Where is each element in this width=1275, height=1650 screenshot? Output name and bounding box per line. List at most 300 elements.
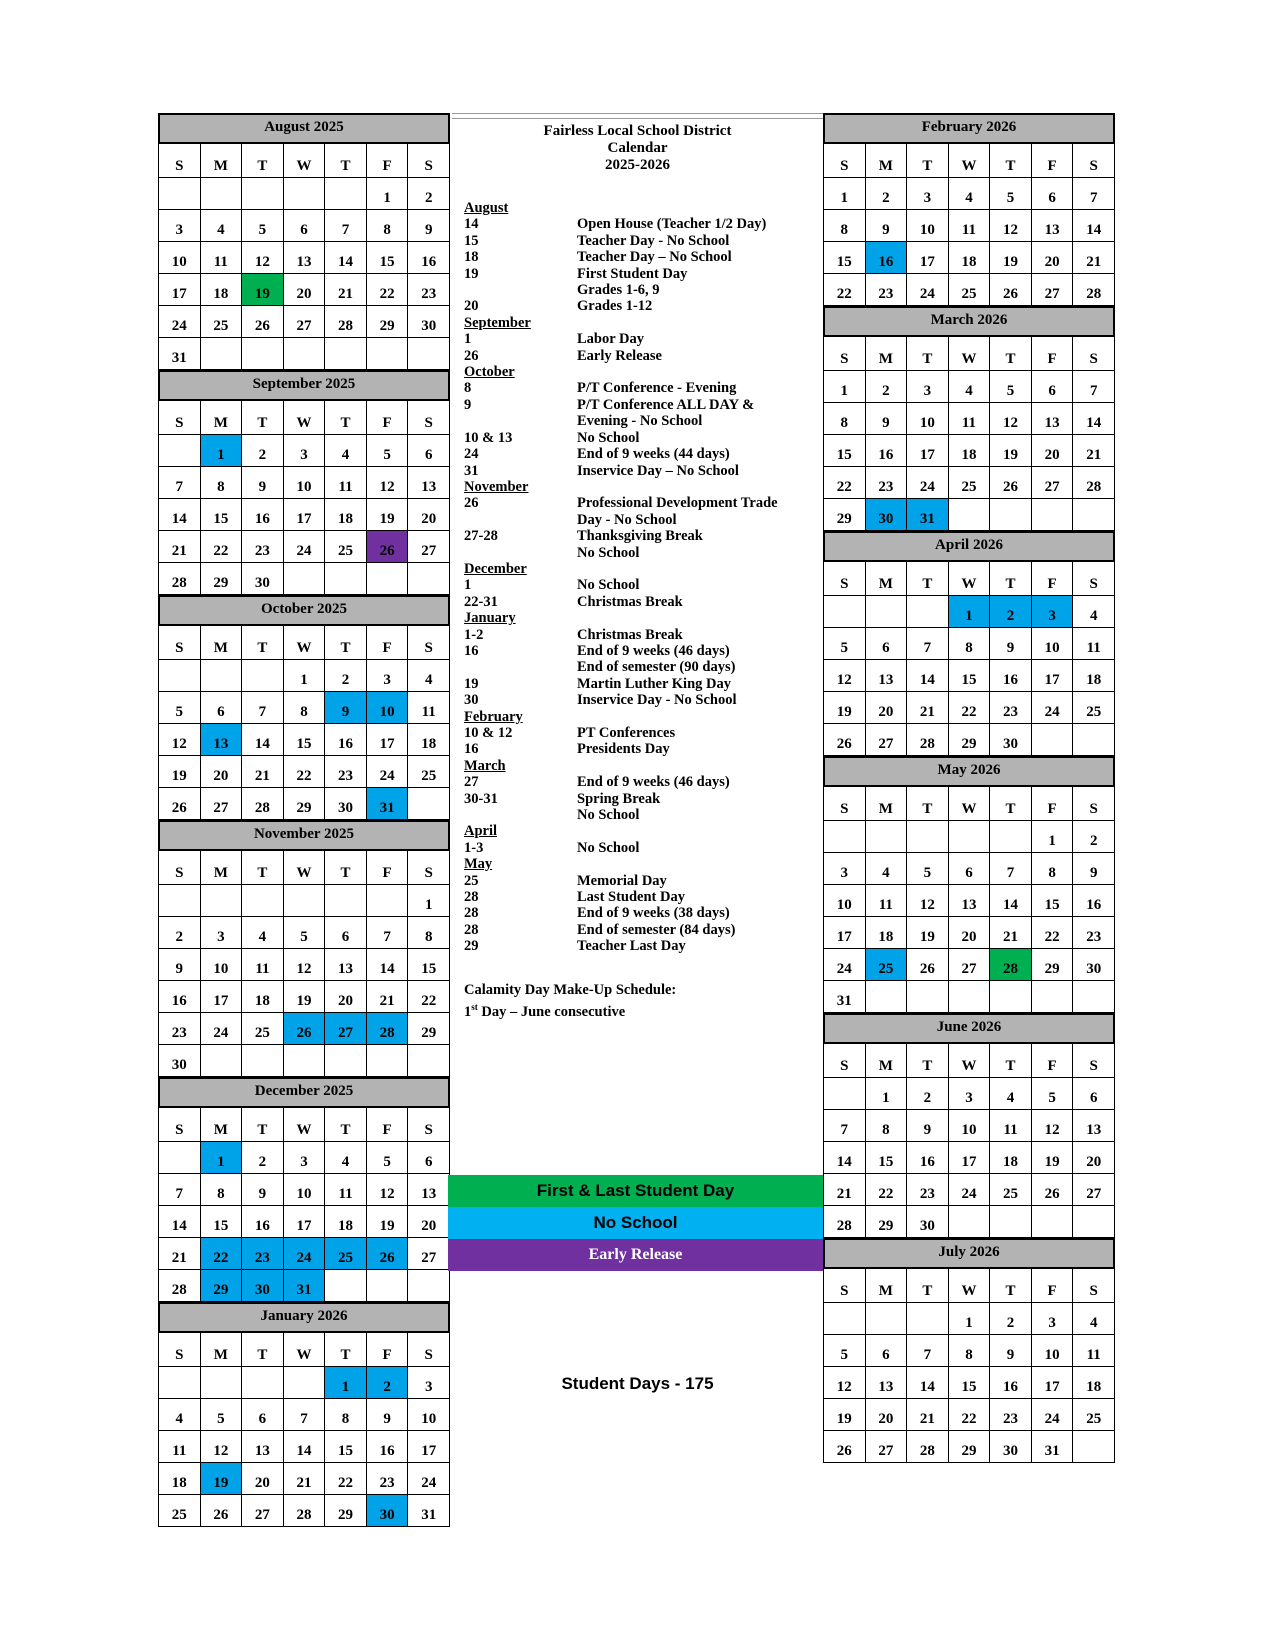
weekday-header: T — [907, 144, 949, 178]
day-cell: 4 — [242, 917, 284, 949]
day-cell: 10 — [283, 1174, 325, 1206]
day-cell: 30 — [1073, 949, 1115, 981]
event-date: 27 — [464, 774, 479, 791]
day-cell: 12 — [907, 885, 949, 917]
day-cell: 13 — [1031, 210, 1073, 242]
day-cell: 7 — [159, 467, 201, 499]
day-cell: 2 — [242, 435, 284, 467]
day-cell: 11 — [325, 1174, 367, 1206]
day-cell: 18 — [242, 981, 284, 1013]
day-cell: 29 — [366, 306, 408, 338]
week-row — [824, 467, 1115, 499]
district-title — [452, 123, 823, 174]
day-cell: 7 — [366, 917, 408, 949]
day-cell: 19 — [990, 435, 1032, 467]
day-cell: 26 — [242, 306, 284, 338]
day-cell: 17 — [1031, 660, 1073, 692]
weekday-header: F — [366, 1108, 408, 1142]
week-row — [159, 1463, 450, 1495]
day-cell — [242, 178, 284, 210]
day-cell: 11 — [865, 885, 907, 917]
day-cell: 21 — [824, 1174, 866, 1206]
day-cell: 25 — [1073, 1399, 1115, 1431]
event-row — [464, 413, 824, 429]
day-cell: 18 — [865, 917, 907, 949]
student-days: Student Days - 175 — [561, 1374, 714, 1393]
day-cell — [1031, 981, 1073, 1013]
day-cell — [1073, 499, 1115, 531]
day-cell: 5 — [907, 853, 949, 885]
month-grid — [158, 1332, 450, 1527]
day-cell — [824, 1303, 866, 1335]
day-cell: 6 — [1073, 1078, 1115, 1110]
day-cell: 31 — [366, 788, 408, 820]
event-text: End of 9 weeks (46 days) — [577, 774, 730, 791]
week-row — [824, 981, 1115, 1013]
event-row — [464, 512, 824, 528]
day-cell — [283, 178, 325, 210]
week-row — [159, 692, 450, 724]
event-date: 26 — [464, 347, 479, 364]
weekday-header: S — [824, 144, 866, 178]
day-cell: 21 — [325, 274, 367, 306]
month-title: May 2026 — [823, 756, 1115, 786]
weekday-header: S — [159, 1108, 201, 1142]
event-section-heading — [464, 200, 824, 216]
day-cell: 9 — [366, 1399, 408, 1431]
day-cell: 16 — [990, 660, 1032, 692]
day-cell: 12 — [366, 1174, 408, 1206]
event-text: End of 9 weeks (46 days) — [577, 642, 730, 659]
day-cell: 11 — [242, 949, 284, 981]
day-cell: 27 — [865, 1431, 907, 1463]
day-cell — [865, 821, 907, 853]
day-cell — [865, 596, 907, 628]
weekday-header: T — [242, 851, 284, 885]
title-line-calendar: Calendar — [607, 140, 668, 156]
day-cell: 21 — [159, 1238, 201, 1270]
day-cell: 23 — [1073, 917, 1115, 949]
day-cell: 13 — [408, 1174, 450, 1206]
day-cell: 22 — [1031, 917, 1073, 949]
day-cell: 19 — [366, 1206, 408, 1238]
day-cell — [865, 1303, 907, 1335]
week-row — [159, 756, 450, 788]
event-text: Thanksgiving Break — [577, 528, 703, 545]
day-cell: 28 — [325, 306, 367, 338]
top-divider — [452, 113, 823, 119]
day-cell: 6 — [948, 853, 990, 885]
day-cell — [990, 499, 1032, 531]
day-cell: 10 — [1031, 628, 1073, 660]
day-cell: 8 — [824, 403, 866, 435]
day-cell: 25 — [948, 274, 990, 306]
weekday-header: S — [1073, 787, 1115, 821]
week-row — [824, 821, 1115, 853]
day-cell: 28 — [242, 788, 284, 820]
day-cell: 1 — [948, 1303, 990, 1335]
day-cell: 3 — [907, 371, 949, 403]
week-row — [824, 596, 1115, 628]
week-row — [159, 563, 450, 595]
event-text: Memorial Day — [577, 872, 667, 889]
day-cell: 26 — [824, 724, 866, 756]
day-cell: 8 — [948, 1335, 990, 1367]
weekday-header: M — [200, 144, 242, 178]
weekday-header: M — [200, 626, 242, 660]
day-cell: 2 — [1073, 821, 1115, 853]
day-cell: 15 — [865, 1142, 907, 1174]
day-cell — [1031, 499, 1073, 531]
day-cell: 13 — [948, 885, 990, 917]
day-cell — [948, 1206, 990, 1238]
day-cell: 3 — [907, 178, 949, 210]
weekday-header: S — [159, 1333, 201, 1367]
day-cell: 9 — [865, 403, 907, 435]
day-cell — [990, 821, 1032, 853]
weekday-header: S — [824, 1269, 866, 1303]
day-cell: 23 — [865, 467, 907, 499]
event-text: Christmas Break — [577, 626, 683, 643]
day-cell: 9 — [907, 1110, 949, 1142]
day-cell: 3 — [366, 660, 408, 692]
day-cell: 14 — [824, 1142, 866, 1174]
day-cell: 12 — [1031, 1110, 1073, 1142]
day-cell — [200, 1045, 242, 1077]
day-cell: 27 — [1073, 1174, 1115, 1206]
event-section-heading — [464, 479, 824, 495]
weekday-header: F — [366, 851, 408, 885]
day-cell: 19 — [159, 756, 201, 788]
day-cell: 8 — [824, 210, 866, 242]
weekday-header: T — [242, 626, 284, 660]
day-cell: 16 — [159, 981, 201, 1013]
day-cell — [990, 981, 1032, 1013]
day-cell: 21 — [283, 1463, 325, 1495]
event-text: Last Student Day — [577, 889, 685, 906]
weekday-header: W — [948, 1044, 990, 1078]
day-cell — [948, 821, 990, 853]
event-text: Inservice Day - No School — [577, 692, 737, 709]
weekday-header: W — [948, 1269, 990, 1303]
day-cell: 11 — [200, 242, 242, 274]
day-cell: 22 — [200, 531, 242, 563]
weekday-header: T — [990, 144, 1032, 178]
day-cell: 24 — [283, 531, 325, 563]
day-cell — [907, 981, 949, 1013]
week-row — [824, 853, 1115, 885]
day-cell: 14 — [159, 499, 201, 531]
day-cell: 6 — [283, 210, 325, 242]
day-cell: 28 — [907, 724, 949, 756]
month-grid — [823, 336, 1115, 531]
day-cell: 19 — [907, 917, 949, 949]
event-text: Grades 1-6, 9 — [577, 282, 660, 299]
week-row — [159, 1270, 450, 1302]
event-date: 16 — [464, 642, 479, 659]
day-cell: 6 — [200, 692, 242, 724]
day-cell: 19 — [200, 1463, 242, 1495]
weekday-header: T — [907, 787, 949, 821]
day-cell: 9 — [1073, 853, 1115, 885]
month-grid — [823, 561, 1115, 756]
day-cell: 24 — [159, 306, 201, 338]
weekday-header: F — [366, 144, 408, 178]
day-cell: 19 — [1031, 1142, 1073, 1174]
weekday-header: T — [242, 1333, 284, 1367]
day-cell: 31 — [907, 499, 949, 531]
day-cell — [824, 596, 866, 628]
day-cell: 30 — [990, 724, 1032, 756]
weekday-header: S — [824, 337, 866, 371]
day-cell — [824, 1078, 866, 1110]
day-cell — [408, 338, 450, 370]
day-cell: 1 — [1031, 821, 1073, 853]
weekday-header: M — [200, 401, 242, 435]
week-row — [159, 242, 450, 274]
day-cell: 12 — [200, 1431, 242, 1463]
week-row — [159, 1431, 450, 1463]
event-text: Early Release — [577, 347, 662, 364]
week-row — [824, 949, 1115, 981]
event-text: End of semester (90 days) — [577, 659, 736, 676]
day-cell — [1073, 1206, 1115, 1238]
event-row — [464, 676, 824, 692]
event-text: End of semester (84 days) — [577, 921, 736, 938]
day-cell: 23 — [990, 692, 1032, 724]
month-grid — [158, 1107, 450, 1302]
month-title: February 2026 — [823, 113, 1115, 143]
day-cell: 3 — [200, 917, 242, 949]
month-grid — [823, 143, 1115, 306]
event-row — [464, 659, 824, 675]
month-title: June 2026 — [823, 1013, 1115, 1043]
event-section-heading — [464, 610, 824, 626]
day-cell: 10 — [283, 467, 325, 499]
week-row — [159, 1142, 450, 1174]
day-cell: 16 — [907, 1142, 949, 1174]
day-cell: 4 — [159, 1399, 201, 1431]
day-cell: 5 — [159, 692, 201, 724]
day-cell: 11 — [948, 403, 990, 435]
week-row — [824, 274, 1115, 306]
weekday-header: T — [242, 401, 284, 435]
day-cell: 1 — [200, 435, 242, 467]
month-grid — [823, 1268, 1115, 1463]
day-cell: 10 — [200, 949, 242, 981]
day-cell: 29 — [283, 788, 325, 820]
day-cell: 18 — [990, 1142, 1032, 1174]
day-cell: 15 — [408, 949, 450, 981]
event-row — [464, 905, 824, 921]
day-cell: 13 — [283, 242, 325, 274]
day-cell: 20 — [200, 756, 242, 788]
month-january-2026 — [158, 1302, 450, 1527]
day-cell: 3 — [948, 1078, 990, 1110]
day-cell: 16 — [366, 1431, 408, 1463]
month-may-2026 — [823, 756, 1115, 1013]
day-cell: 31 — [159, 338, 201, 370]
day-cell: 22 — [366, 274, 408, 306]
day-cell: 20 — [408, 499, 450, 531]
day-cell: 15 — [200, 1206, 242, 1238]
day-cell: 1 — [325, 1367, 367, 1399]
day-cell: 28 — [1073, 274, 1115, 306]
day-cell: 7 — [1073, 178, 1115, 210]
day-cell: 9 — [865, 210, 907, 242]
day-cell: 31 — [824, 981, 866, 1013]
day-cell: 27 — [1031, 467, 1073, 499]
day-cell: 7 — [325, 210, 367, 242]
week-row — [159, 1206, 450, 1238]
event-row — [464, 528, 824, 544]
week-row — [159, 1367, 450, 1399]
week-row — [824, 724, 1115, 756]
event-text: Teacher Day – No School — [577, 249, 732, 266]
day-cell: 4 — [1073, 1303, 1115, 1335]
event-text: No School — [577, 544, 640, 561]
day-cell: 30 — [907, 1206, 949, 1238]
weekday-header: T — [990, 337, 1032, 371]
event-row — [464, 266, 824, 282]
day-cell: 20 — [865, 1399, 907, 1431]
day-cell: 17 — [200, 981, 242, 1013]
day-cell: 17 — [159, 274, 201, 306]
day-cell: 17 — [1031, 1367, 1073, 1399]
day-cell: 14 — [907, 660, 949, 692]
week-row — [824, 403, 1115, 435]
event-date — [464, 512, 577, 528]
day-cell — [283, 563, 325, 595]
day-cell: 28 — [907, 1431, 949, 1463]
day-cell: 3 — [283, 435, 325, 467]
event-row — [464, 889, 824, 905]
day-cell — [283, 885, 325, 917]
event-row — [464, 643, 824, 659]
weekday-header: F — [366, 626, 408, 660]
day-cell: 27 — [408, 531, 450, 563]
day-cell: 23 — [242, 1238, 284, 1270]
weekday-header: T — [325, 626, 367, 660]
day-cell: 14 — [990, 885, 1032, 917]
day-cell — [200, 885, 242, 917]
event-text: Inservice Day – No School — [577, 462, 739, 479]
month-title: August 2025 — [158, 113, 450, 143]
weekday-header: T — [907, 337, 949, 371]
day-cell: 17 — [948, 1142, 990, 1174]
day-cell: 8 — [366, 210, 408, 242]
day-cell: 12 — [824, 660, 866, 692]
event-text: Christmas Break — [577, 593, 683, 610]
day-cell: 17 — [824, 917, 866, 949]
day-cell: 27 — [1031, 274, 1073, 306]
day-cell: 31 — [1031, 1431, 1073, 1463]
event-date: 31 — [464, 462, 479, 479]
day-cell: 10 — [159, 242, 201, 274]
day-cell: 13 — [865, 1367, 907, 1399]
day-cell: 11 — [990, 1110, 1032, 1142]
day-cell: 2 — [990, 1303, 1032, 1335]
day-cell: 23 — [408, 274, 450, 306]
event-text: No School — [577, 807, 640, 824]
day-cell: 23 — [865, 274, 907, 306]
title-line-year: 2025-2026 — [605, 157, 670, 173]
day-cell: 1 — [865, 1078, 907, 1110]
day-cell: 6 — [1031, 178, 1073, 210]
event-date: 16 — [464, 741, 479, 758]
weekday-header: T — [990, 1269, 1032, 1303]
week-row — [159, 306, 450, 338]
day-cell: 4 — [408, 660, 450, 692]
day-cell: 27 — [200, 788, 242, 820]
weekday-header: S — [1073, 144, 1115, 178]
event-date — [464, 413, 577, 429]
event-row — [464, 463, 824, 479]
day-cell: 21 — [1073, 242, 1115, 274]
day-cell — [1073, 1431, 1115, 1463]
event-text: PT Conferences — [577, 725, 676, 741]
day-cell: 22 — [948, 1399, 990, 1431]
day-cell: 20 — [1073, 1142, 1115, 1174]
weekday-header: S — [408, 1108, 450, 1142]
month-february-2026 — [823, 113, 1115, 306]
day-cell: 24 — [824, 949, 866, 981]
weekday-header: M — [865, 1044, 907, 1078]
week-row — [159, 724, 450, 756]
day-cell: 25 — [1073, 692, 1115, 724]
month-june-2026 — [823, 1013, 1115, 1238]
day-cell: 11 — [1073, 1335, 1115, 1367]
day-cell: 12 — [990, 403, 1032, 435]
day-cell: 22 — [865, 1174, 907, 1206]
event-row — [464, 774, 824, 790]
day-cell: 21 — [159, 531, 201, 563]
day-cell: 31 — [283, 1270, 325, 1302]
day-cell — [159, 1142, 201, 1174]
day-cell — [366, 338, 408, 370]
day-cell: 9 — [242, 467, 284, 499]
day-cell: 5 — [990, 178, 1032, 210]
day-cell — [325, 1270, 367, 1302]
event-row — [464, 446, 824, 462]
day-cell: 9 — [990, 1335, 1032, 1367]
day-cell — [200, 1367, 242, 1399]
day-cell: 12 — [824, 1367, 866, 1399]
week-row — [159, 178, 450, 210]
event-date: 26 — [464, 495, 479, 512]
day-cell: 27 — [283, 306, 325, 338]
title-line-district: Fairless Local School District — [543, 123, 732, 139]
week-row — [824, 1078, 1115, 1110]
day-cell: 13 — [1073, 1110, 1115, 1142]
day-cell — [325, 563, 367, 595]
month-december-2025 — [158, 1077, 450, 1302]
weekday-header: S — [1073, 562, 1115, 596]
day-cell: 8 — [200, 467, 242, 499]
day-cell: 21 — [242, 756, 284, 788]
event-row — [464, 331, 824, 347]
day-cell: 29 — [200, 563, 242, 595]
day-cell: 20 — [865, 692, 907, 724]
event-row — [464, 348, 824, 364]
event-text: Martin Luther King Day — [577, 675, 731, 692]
day-cell: 6 — [1031, 371, 1073, 403]
weekday-header: T — [907, 562, 949, 596]
day-cell: 26 — [824, 1431, 866, 1463]
event-date: 30 — [464, 692, 479, 709]
day-cell: 22 — [283, 756, 325, 788]
day-cell: 10 — [948, 1110, 990, 1142]
